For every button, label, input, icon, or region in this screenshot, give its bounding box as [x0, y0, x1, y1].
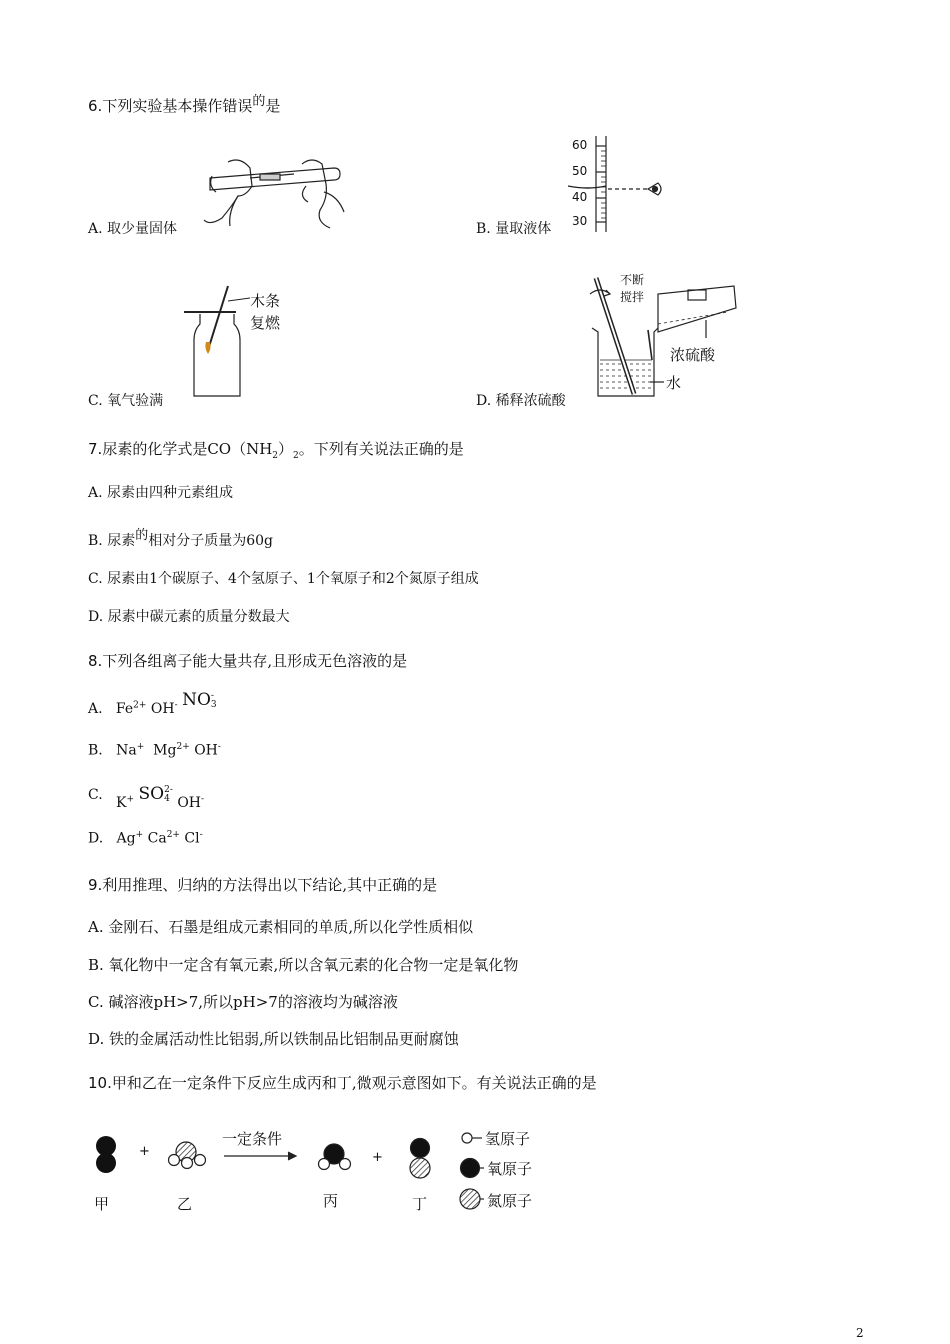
label-jia: 甲	[94, 1195, 110, 1213]
q8-c-so: SO	[138, 784, 165, 804]
page-number: 2	[856, 1326, 864, 1340]
q7-number: 7.	[88, 440, 103, 458]
q7-option-b-sup: 的	[135, 528, 149, 543]
q8-a-fe: Fe	[115, 701, 134, 717]
reaction-arrow	[224, 1152, 296, 1160]
q6-option-c: C. 氧气验满	[88, 393, 164, 409]
label-ding: 丁	[412, 1195, 428, 1213]
q6-option-d: D. 稀释浓硫酸	[476, 393, 566, 409]
q8-c-oh-sup: -	[201, 794, 205, 805]
q7-option-b-a: B. 尿素	[88, 533, 136, 549]
q8-a-label: A.	[88, 701, 103, 717]
q6-text: 下列实验基本操作错误	[102, 97, 253, 115]
cyl-tick-40: 40	[572, 190, 588, 204]
q10-number: 10.	[88, 1074, 112, 1092]
q10-text: 甲和乙在一定条件下反应生成丙和丁,微观示意图如下。有关说法正确的是	[111, 1074, 597, 1092]
q7-text-c: 。下列有关说法正确的是	[298, 440, 464, 458]
q8-number: 8.	[88, 652, 103, 670]
q8-b-mg-sup: 2+	[176, 742, 190, 752]
q8-b-oh-sup: -	[217, 742, 221, 752]
plus-sign-2: +	[372, 1150, 383, 1165]
q7-sub-b: 2	[293, 451, 299, 461]
q9-stem	[88, 874, 437, 895]
legend-oxygen: 氧原子	[487, 1160, 533, 1178]
q9-option-c: C. 碱溶液pH>7,所以pH>7的溶液均为碱溶液	[88, 993, 398, 1011]
q7-option-b	[88, 524, 273, 550]
legend-nitrogen: 氮原子	[487, 1192, 533, 1210]
q10-stem	[88, 1072, 597, 1093]
q8-c-k: K	[116, 795, 127, 811]
q6-option-b: B. 量取液体	[476, 221, 552, 237]
q8-text: 下列各组离子能大量共存,且形成无色溶液的是	[102, 652, 408, 670]
stir-label	[620, 272, 644, 306]
splint-label	[250, 290, 280, 334]
molecule-ding	[410, 1139, 430, 1179]
q8-a-no-sup: -	[210, 691, 214, 701]
q8-stem	[88, 650, 407, 671]
q7-option-a: A. 尿素由四种元素组成	[88, 485, 234, 501]
molecule-jia	[96, 1136, 116, 1173]
q8-option-b	[88, 742, 221, 759]
q8-b-na: Na	[116, 742, 137, 759]
q7-text-a: 尿素的化学式是CO（NH	[102, 440, 273, 458]
legend-atoms	[460, 1133, 484, 1209]
q8-b-label: B.	[88, 742, 103, 759]
q8-d-ag-sup: +	[135, 830, 144, 840]
water-label: 水	[666, 374, 682, 392]
q7-option-c: C. 尿素由1个碳原子、4个氢原子、1个氧原子和2个氮原子组成	[88, 571, 479, 587]
q6-stem	[88, 90, 280, 116]
q9-option-a: A. 金刚石、石墨是组成元素相同的单质,所以化学性质相似	[88, 918, 474, 936]
q8-b-oh: OH	[194, 742, 218, 759]
molecule-bing	[319, 1144, 351, 1170]
q8-option-d	[88, 830, 203, 847]
splint-label-line1: 木条	[250, 292, 281, 310]
q8-a-oh-sup: -	[174, 700, 178, 711]
q7-sub-a: 2	[272, 451, 279, 461]
q8-a-no: NO	[182, 690, 211, 710]
q8-a-oh: OH	[150, 701, 175, 717]
stir-label-line2: 搅拌	[620, 290, 645, 304]
q7-text-b: ）	[278, 440, 294, 458]
q8-c-oh: OH	[177, 795, 202, 811]
cyl-tick-60: 60	[572, 138, 588, 152]
reaction-condition: 一定条件	[222, 1130, 283, 1148]
q9-option-b: B. 氧化物中一定含有氧元素,所以含氧元素的化合物一定是氧化物	[88, 956, 519, 974]
q9-text: 利用推理、归纳的方法得出以下结论,其中正确的是	[102, 876, 438, 894]
q8-c-k-sup: +	[126, 794, 135, 805]
q8-d-ca: Ca	[147, 830, 167, 847]
q7-option-b-b: 相对分子质量为60g	[148, 533, 273, 549]
cyl-tick-50: 50	[572, 164, 588, 178]
plus-sign-1: +	[139, 1144, 150, 1159]
q8-d-ca-sup: 2+	[166, 830, 180, 840]
legend-hydrogen: 氢原子	[485, 1130, 531, 1148]
acid-label: 浓硫酸	[670, 346, 716, 364]
label-yi: 乙	[177, 1195, 193, 1213]
molecule-yi	[169, 1142, 206, 1169]
q8-c-label: C.	[88, 787, 103, 803]
figure-take-solid	[198, 152, 348, 232]
q8-c-so-sup: 2-	[164, 785, 173, 795]
label-bing: 丙	[323, 1192, 339, 1210]
q6-option-a: A. 取少量固体	[88, 221, 178, 237]
splint-label-leader	[228, 296, 252, 306]
stir-label-line1: 不断	[620, 273, 645, 287]
cyl-tick-30: 30	[572, 214, 588, 228]
splint-label-line2: 复燃	[250, 314, 281, 332]
q8-a-no-sub: 3	[210, 700, 217, 710]
q8-d-label: D.	[88, 830, 104, 847]
q8-d-cl-sup: -	[199, 830, 203, 840]
q7-option-d: D. 尿素中碳元素的质量分数最大	[88, 609, 290, 625]
q8-a-fe-sup: 2+	[133, 700, 147, 711]
q6-sup: 的	[252, 94, 266, 109]
q6-tail: 是	[265, 97, 281, 115]
q8-option-a	[88, 690, 217, 718]
q8-b-na-sup: +	[136, 742, 145, 752]
q9-option-d: D. 铁的金属活动性比铝弱,所以铁制品比铝制品更耐腐蚀	[88, 1030, 459, 1048]
q6-number: 6.	[88, 97, 103, 115]
q8-d-ag: Ag	[116, 830, 136, 847]
q8-d-cl: Cl	[184, 830, 200, 847]
q8-c-so-sub: 4	[164, 794, 170, 804]
q7-stem	[88, 438, 464, 461]
q9-number: 9.	[88, 876, 103, 894]
q8-b-mg: Mg	[153, 742, 177, 759]
q8-option-c	[88, 784, 205, 811]
